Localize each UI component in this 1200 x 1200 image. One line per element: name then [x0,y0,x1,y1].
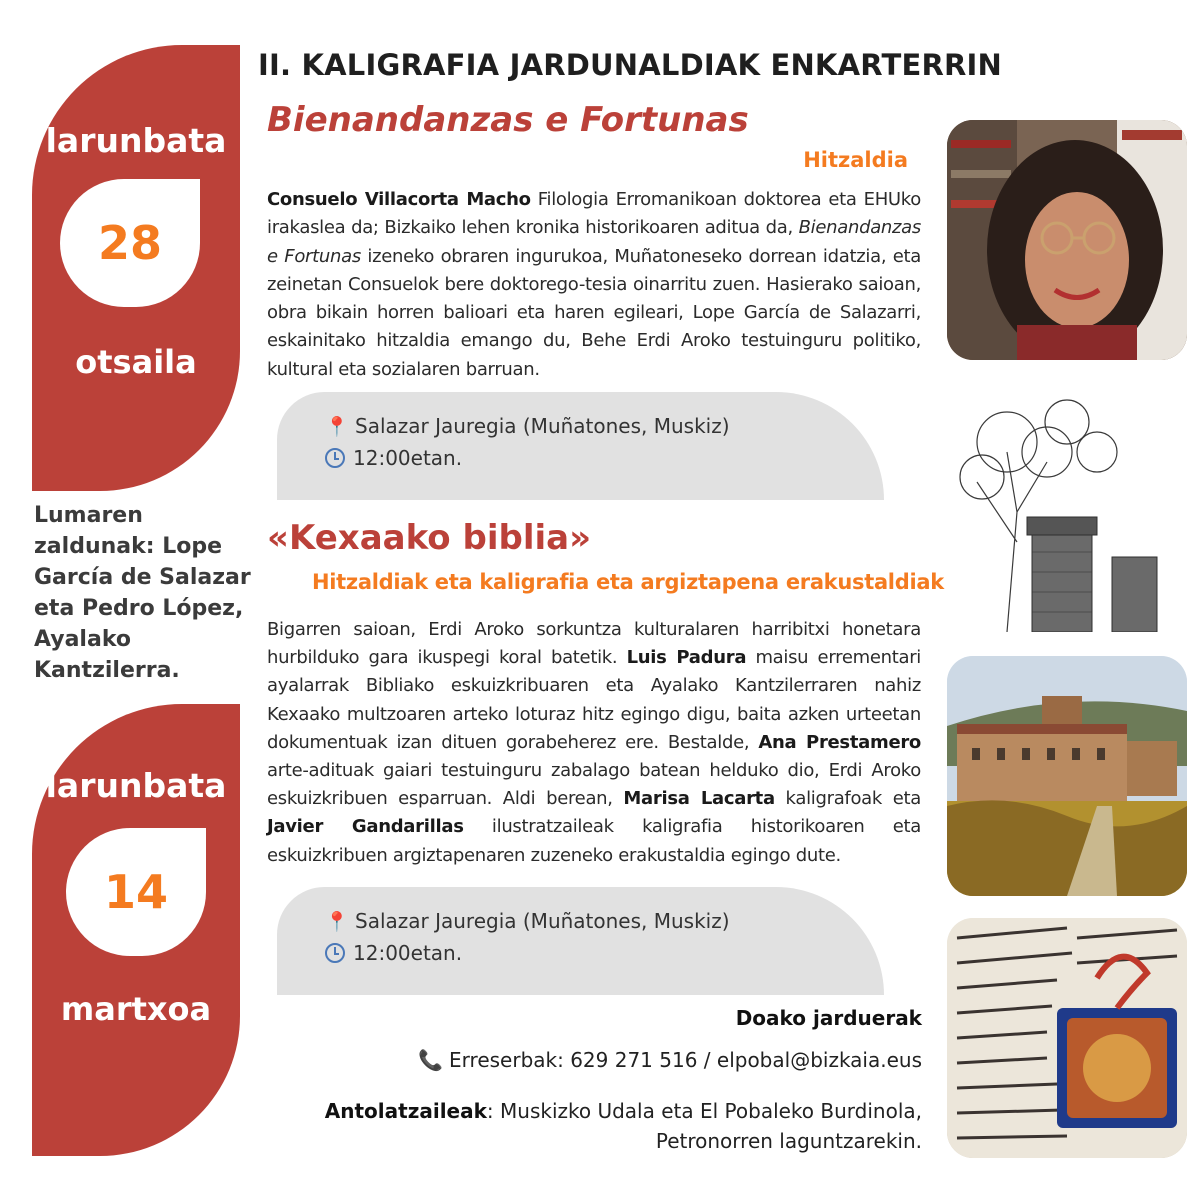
portrait-illustration [947,120,1187,360]
description-text: Filologia Erromanikoan doktorea eta EHUko irakaslea da; Bizkaiko lehen kronika historikoaren aditua da, [267,189,921,239]
date-day-bubble [66,828,206,956]
pin-icon: 📍 [325,910,349,933]
event1-description [267,186,921,384]
organizers-text: : Muskizko Udala eta El Pobaleko Burdinola, [486,1099,922,1123]
date-weekday: larunbata [45,766,227,805]
speaker-name: Javier Gandarillas [267,816,464,838]
description-text: maisu errementari ayalarrak Bibliako eskuizkribuaren eta Ayalako Kantzilerraren nahiz Kexaako multzoaren arteko loturaz hitz egingo digu, baita azken urteetan dokumentuak izan dituen gorabeherez ere. Bestalde, [267,647,922,753]
palace-illustration [947,656,1187,896]
clock-icon [325,943,345,963]
date-weekday: larunbata [45,121,227,160]
date-day-bubble [60,179,200,307]
description-text: Bigarren saioan, Erdi Aroko sorkuntza kulturalaren harribitxi honetara hurbilduko gara ikuspegi koral batetik. [267,619,921,669]
pin-icon: 📍 [325,415,349,438]
date-day: 28 [97,216,162,270]
organizers-text: Petronorren laguntzarekin. [655,1129,922,1153]
phone-icon: 📞 [418,1048,444,1072]
description-text: izeneko obraren ingurukoa, Muñatoneseko dorrean idatzia, eta zeinetan Consuelok bere doktorego-tesia oinarritu zuen. Hasierako saioan, obra bikain horren balioari eta haren egileari, Lope García de Salazarri, eskainitako hitzaldia emango du, Behe Erdi Aroko testuinguru politiko, kultural eta sozialaren barruan. [267,245,921,380]
page-title: II. KALIGRAFIA JARDUNALDIAK ENKARTERRIN [258,48,1002,82]
manuscript-photo-image [947,918,1187,1158]
speaker-name: Consuelo Villacorta Macho [267,189,531,210]
date-day: 14 [103,865,168,919]
location-text: Salazar Jauregia (Muñatones, Muskiz) [355,414,730,438]
event2-subtitle: Hitzaldiak eta kaligrafia eta argiztapena erakustaldiak [312,570,944,594]
reservation-text: Erreserbak: 629 271 516 / elpobal@bizkaia.eus [449,1048,922,1072]
description-text: kaligrafoak eta [774,788,922,810]
side-title: Lumaren zaldunak: Lope García de Salazar eta Pedro López, Ayalako Kantzilerra. [34,503,251,683]
location-line [325,414,730,438]
reservation-contact [418,1048,922,1072]
speaker-name: Luis Padura [626,647,747,669]
event1-subtitle: Hitzaldia [803,148,908,172]
sketch-illustration [947,392,1187,632]
date-card-2 [32,704,240,1156]
time-line [325,941,462,965]
date-card-1 [32,45,240,491]
time-text: 12:00etan. [353,446,463,470]
speaker-name: Ana Prestamero [758,731,921,753]
event1-title: Bienandanzas e Fortunas [267,100,749,140]
event2-description [267,616,921,870]
date-month: martxoa [60,990,212,1028]
time-text: 12:00etan. [353,941,463,965]
tower-sketch-image [947,392,1187,632]
work-title: Bienandanzas e Fortunas [267,217,921,267]
free-activities-label: Doako jarduerak [735,1006,922,1030]
speaker-portrait-image [947,120,1187,360]
palace-photo-image [947,656,1187,896]
description-text: ilustratzaileak kaligrafia historikoaren eta eskuizkribuen argiztapenaren zuzeneko erakustaldia egingo dute. [267,816,921,866]
organizers-label: Antolatzaileak [324,1099,487,1123]
date-month: otsaila [75,343,197,381]
manuscript-illustration [947,918,1187,1158]
speaker-name: Marisa Lacarta [623,788,775,810]
organizers [302,1096,922,1156]
time-line [325,446,462,470]
clock-icon [325,448,345,468]
event2-title: «Kexaako biblia» [267,518,592,558]
description-text: arte-adituak gaiari testuinguru zabalago batean helduko dio, Erdi Aroko eskuizkribuen esparruan. Aldi berean, [267,760,921,810]
location-line [325,909,730,933]
event1-location-box [277,392,884,500]
event2-location-box [277,887,884,995]
location-text: Salazar Jauregia (Muñatones, Muskiz) [355,909,730,933]
